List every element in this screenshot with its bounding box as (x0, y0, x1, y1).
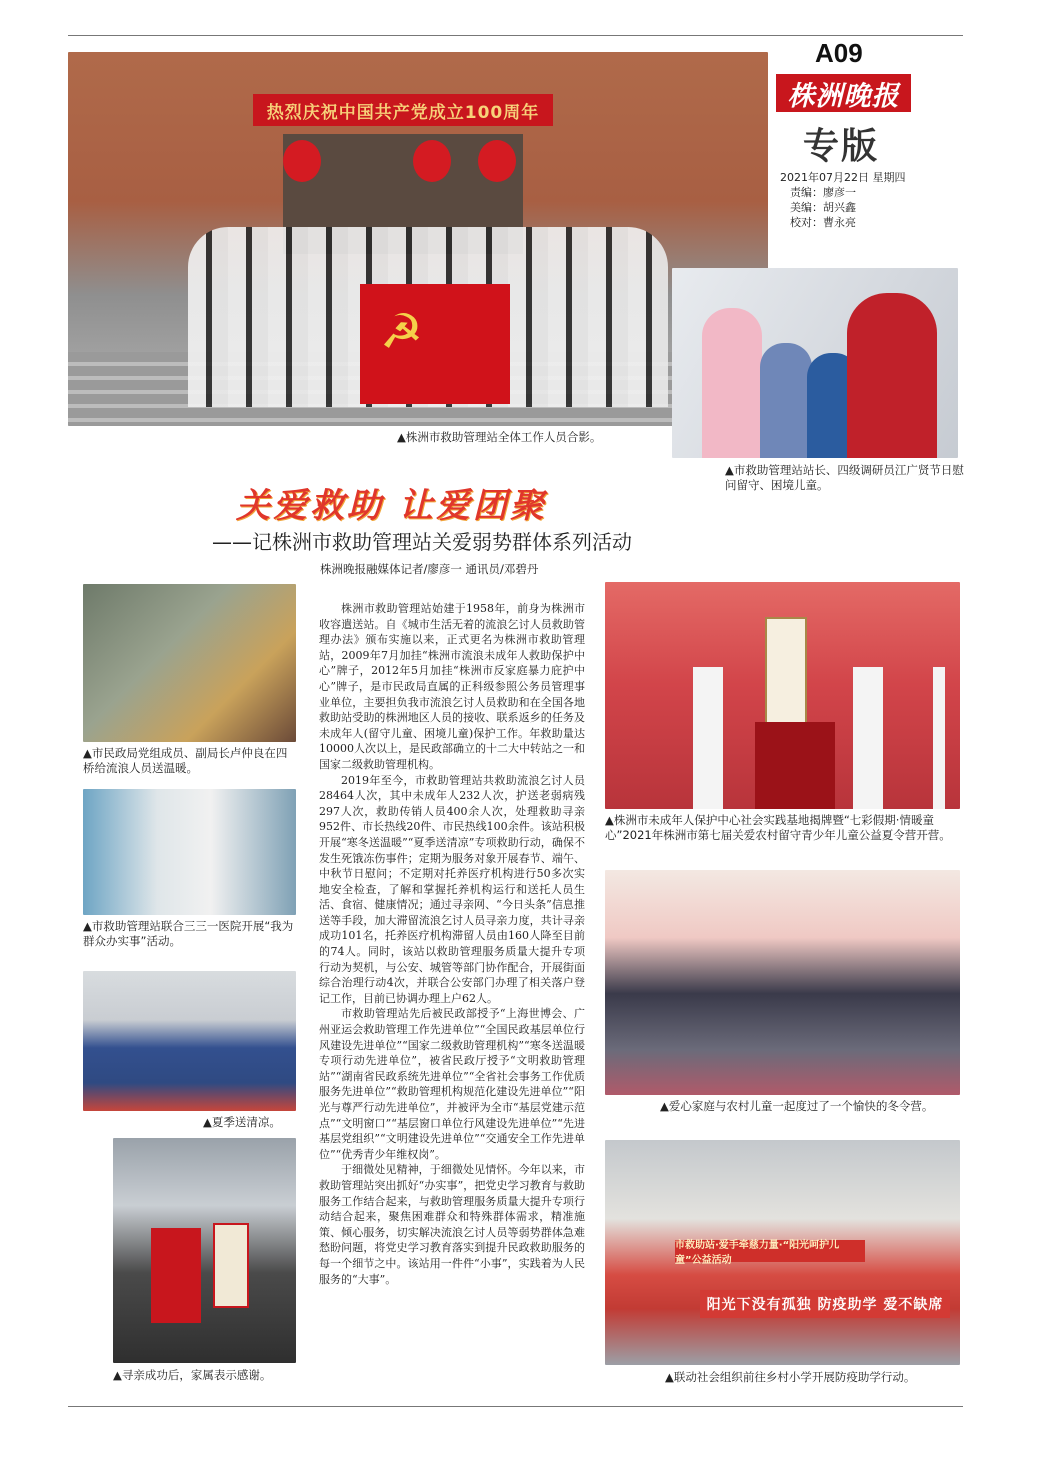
child-figure (702, 308, 762, 458)
red-cloth (755, 722, 835, 809)
activity-main-banner: 阳光下没有孤独 防疫助学 爱不缺席 (700, 1290, 950, 1318)
hospital-caption: ▲市救助管理站联合三三一医院开展“我为群众办实事”活动。 (83, 919, 294, 948)
editor-credit: 责编：廖彦一 (790, 186, 856, 199)
article-byline: 株洲晚报融媒体记者/廖彦一 通讯员/邓碧丹 (320, 562, 539, 576)
plaque-unveiling-photo (605, 582, 960, 809)
school-photo (605, 1140, 960, 1365)
article-paragraph: 于细微处见精神，于细微处见情怀。今年以来，市救助管理站突出抓好“办实事”，把党史学习教育与救助服务工作结合起来，与救助管理服务质量大提升专项行动结合起来，聚焦困难群众和特殊群体需求，精准施策、倾心服务，切实解决流浪乞讨人员等弱势群体急难愁盼问题，将党史学习教育落实到提升民政救助服务的每一个细节之中。该站用一件件“小事”，实践着为人民服务的“大事”。 (319, 1163, 585, 1286)
page-meta (780, 170, 930, 230)
masthead-logo: 株洲晚报 (776, 74, 911, 112)
group-photo (68, 52, 768, 426)
page-number: A09 (815, 38, 863, 68)
school-caption: ▲联动社会组织前往乡村小学开展防疫助学行动。 (665, 1370, 916, 1384)
section-title: 专版 (803, 125, 880, 167)
summer-photo (83, 971, 296, 1111)
director-kids-photo (672, 268, 958, 458)
proofreader-credit: 校对：曹永亮 (790, 216, 856, 229)
lantern-icon (283, 140, 321, 182)
lantern-icon (478, 140, 516, 182)
lantern-icon (413, 140, 451, 182)
thanks-caption: ▲寻亲成功后，家属表示感谢。 (113, 1368, 272, 1382)
plaque-caption: ▲株洲市未成年人保护中心社会实践基地揭牌暨“七彩假期·情暖童心”2021年株洲市第七届关爱农村留守青少年儿童公益夏令营开营。 (605, 813, 951, 842)
activity-banner: 市救助站·爱手牵慈力量·“阳光呵护儿童”公益活动 (675, 1240, 865, 1262)
hospital-photo (83, 789, 296, 915)
winter-visit-photo (83, 584, 296, 742)
thanks-photo (113, 1138, 296, 1363)
director-kids-caption: ▲市救助管理站站长、四级调研员江广贤节日慰问留守、困境儿童。 (725, 463, 964, 492)
article-headline: 关爱救助 让爱团聚 (236, 486, 547, 526)
pennant-icon (151, 1228, 201, 1323)
winter-visit-caption: ▲市民政局党组成员、副局长卢仲良在四桥给流浪人员送温暖。 (83, 746, 288, 775)
bottom-rule (68, 1406, 963, 1407)
director-figure (847, 293, 937, 458)
article-paragraph: 2019年至今，市救助管理站共救助流浪乞讨人员28464人次，其中未成年人232人次，护送老弱病残297人次，救助传销人员400余人次，处理救助寻亲952件、市长热线20件、市民热线100余件。该站积极开展“寒冬送温暖”“夏季送清凉”专项救助行动，确保不发生死饿冻伤事件；定期为服务对象开展春节、端午、中秋节日慰问；不定期对托养医疗机构进行50多次实地安全检查，了解和掌握托养机构运行和送托人员生活、食宿、健康情况；通过寻亲网、“今日头条”信息推送等手段，加大滞留流浪乞讨人员寻亲力度，共计寻亲成功101名，托养医疗机构滞留人员由160人降至目前的74人。同时，该站以救助管理服务质量大提升专项行动为契机，与公安、城管等部门协作配合，开展街面综合治理行动4次，并联合公安部门办理了相关落户登记工作，目前已协调办理上户62人。 (319, 773, 585, 1005)
article-paragraph: 市救助管理站先后被民政部授予“上海世博会、广州亚运会救助管理工作先进单位”“全国民政基层单位行风建设先进单位”“国家二级救助管理机构”“寒冬送温暖专项行动先进单位”，被省民政厅授予“文明救助管理站”“湖南省民政系统先进单位”“全省社会事务工作优质服务先进单位”“救助管理机构规范化建设先进单位”“阳光与尊严行动先进单位”，并被评为全市“基层党建示范点”“文明窗口”“基层窗口单位行风建设先进单位”“先进基层党组织”“文明建设先进单位”“交通安全工作先进单位”“优秀青少年维权岗”。 (319, 1007, 585, 1161)
group-photo-caption: ▲株洲市救助管理站全体工作人员合影。 (397, 430, 602, 444)
child-figure (760, 343, 812, 458)
article-subheadline: ——记株洲市救助管理站关爱弱势群体系列活动 (212, 530, 632, 554)
celebration-banner: 热烈庆祝中国共产党成立100周年 (253, 94, 553, 126)
winter-camp-caption: ▲爱心家庭与农村儿童一起度过了一个愉快的冬令营。 (660, 1099, 934, 1113)
summer-caption: ▲夏季送清凉。 (203, 1115, 281, 1129)
top-rule (68, 35, 963, 36)
designer-credit: 美编：胡兴鑫 (790, 201, 856, 214)
winter-camp-photo (605, 870, 960, 1095)
party-flag-icon (360, 284, 510, 404)
issue-date: 2021年07月22日 星期四 (780, 171, 906, 184)
article-paragraph: 株洲市救助管理站始建于1958年，前身为株洲市收容遣送站。自《城市生活无着的流浪乞讨人员救助管理办法》颁布实施以来，正式更名为株洲市救助管理站，2009年7月加挂“株洲市流浪未成年人救助保护中心”牌子，2012年5月加挂“株洲市反家庭暴力庇护中心”牌子，是市民政局直属的正科级参照公务员管理事业单位，主要担负我市流浪乞讨人员救助和在全国各地救助站受助的株洲地区人员的接收、联系返乡的任务及未成年人(留守儿童、困境儿童)保护工作。年救助量达10000人次以上，是民政部确立的十二大中转站之一和国家二级救助管理机构。 (319, 602, 585, 771)
pennant-icon (213, 1223, 249, 1308)
article-body (319, 601, 585, 1287)
